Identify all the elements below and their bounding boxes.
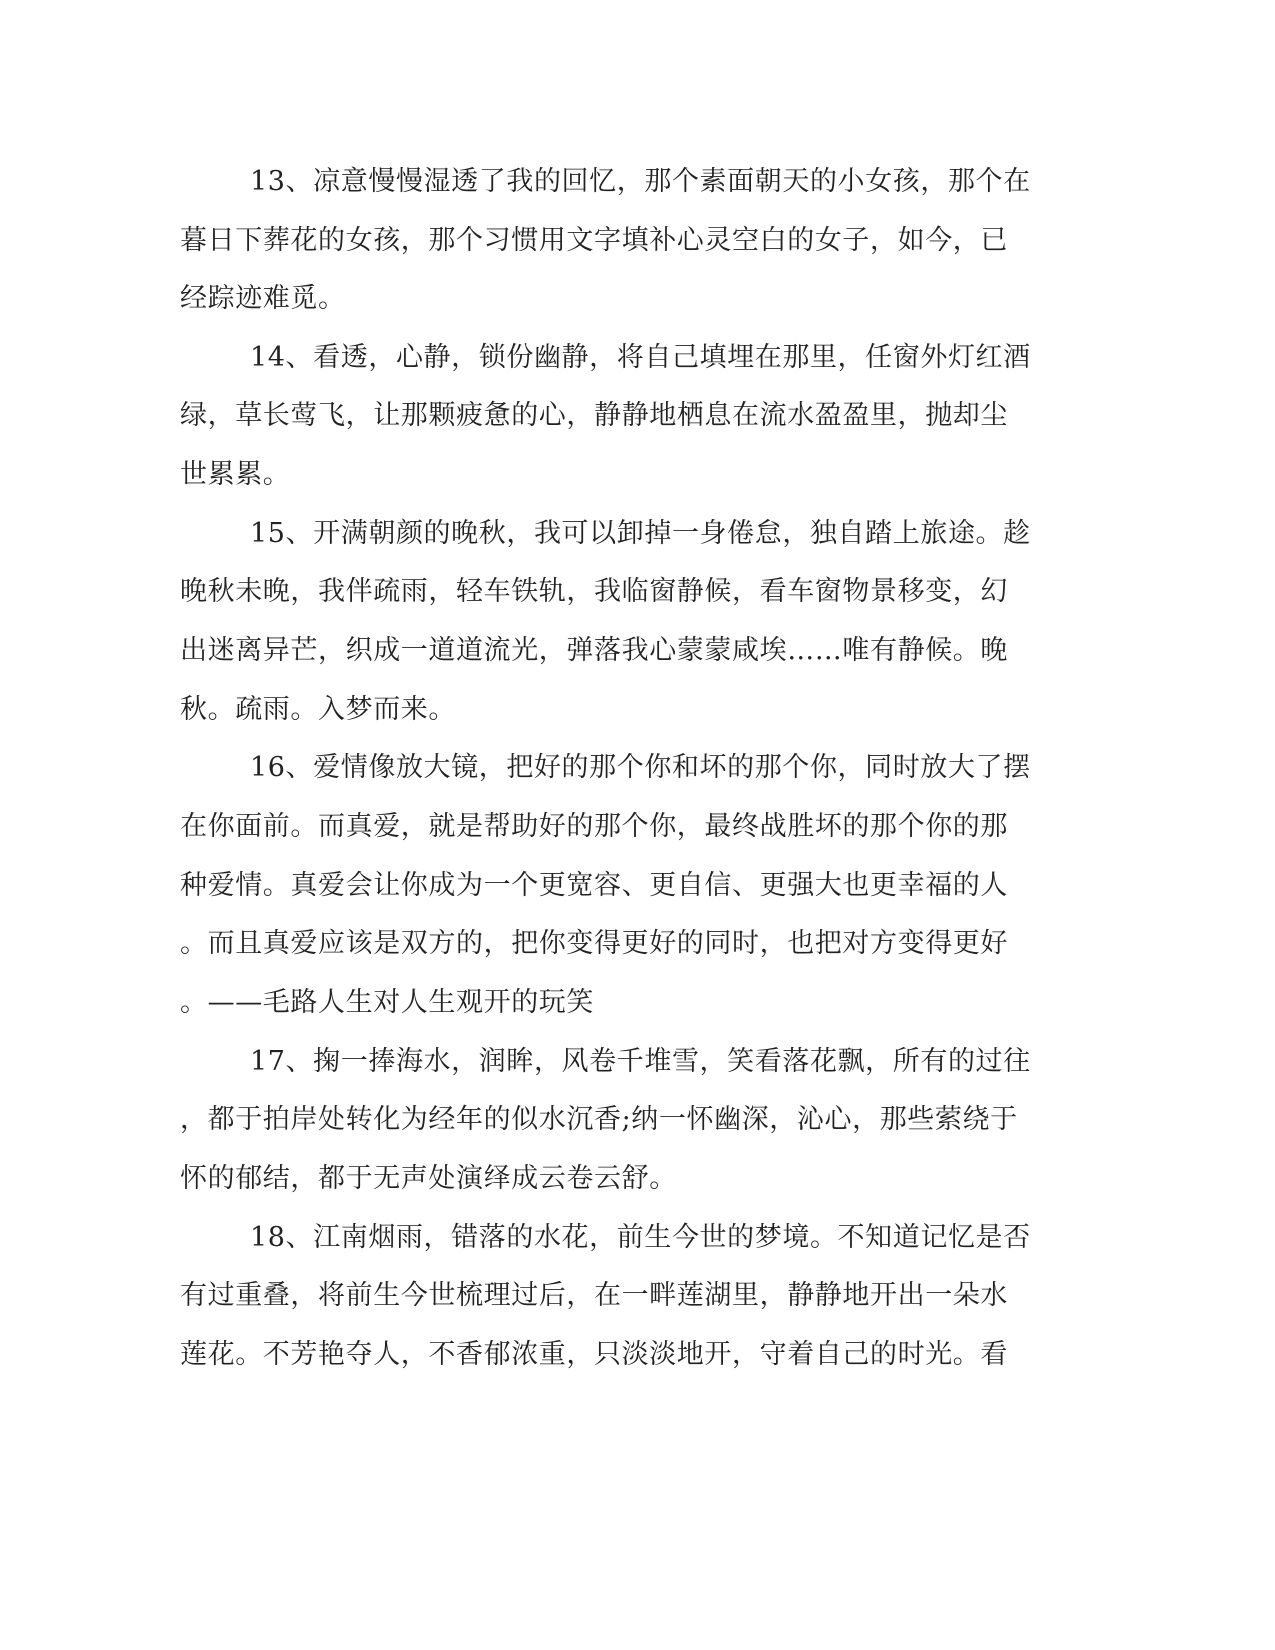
paragraph-17-line-1: 17、掬一捧海水，润眸，风卷千堆雪，笑看落花飘，所有的过往 [250, 1046, 1031, 1077]
paragraph-15-line-3: 出迷离异芒，织成一道道流光，弹落我心蒙蒙咸埃……唯有静候。晚 [180, 635, 1008, 666]
paragraph-15-line-4: 秋。疏雨。入梦而来。 [180, 694, 456, 725]
paragraph-18-line-3: 莲花。不芳艳夺人，不香郁浓重，只淡淡地开，守着自己的时光。看 [180, 1339, 1008, 1370]
paragraph-17-line-2: ，都于拍岸处转化为经年的似水沉香;纳一怀幽深，沁心，那些萦绕于 [180, 1104, 1018, 1135]
paragraph-16-line-1: 16、爱情像放大镜，把好的那个你和坏的那个你，同时放大了摆 [250, 752, 1031, 783]
paragraph-14-line-1: 14、看透，心静，锁份幽静，将自己填埋在那里，任窗外灯红酒 [250, 342, 1031, 373]
paragraph-14-line-3: 世累累。 [180, 459, 291, 490]
paragraph-18-line-1: 18、江南烟雨，错落的水花，前生今世的梦境。不知道记忆是否 [250, 1222, 1031, 1253]
paragraph-18-line-2: 有过重叠，将前生今世梳理过后，在一畔莲湖里，静静地开出一朵水 [180, 1280, 1008, 1311]
paragraph-16-line-2: 在你面前。而真爱，就是帮助好的那个你，最终战胜坏的那个你的那 [180, 811, 1008, 842]
paragraph-16-line-5: 。——毛路人生对人生观开的玩笑 [180, 987, 594, 1018]
paragraph-15-line-1: 15、开满朝颜的晚秋，我可以卸掉一身倦怠，独自踏上旅途。趁 [250, 518, 1031, 549]
paragraph-13-line-2: 暮日下葬花的女孩，那个习惯用文字填补心灵空白的女子，如今，已 [180, 225, 1008, 256]
paragraph-16-line-4: 。而且真爱应该是双方的，把你变得更好的同时，也把对方变得更好 [180, 928, 1008, 959]
paragraph-15-line-2: 晚秋未晚，我伴疏雨，轻车铁轨，我临窗静候，看车窗物景移变，幻 [180, 576, 1008, 607]
paragraph-13-line-1: 13、凉意慢慢湿透了我的回忆，那个素面朝天的小女孩，那个在 [250, 166, 1031, 197]
paragraph-13-line-3: 经踪迹难觅。 [180, 283, 346, 314]
paragraph-16-line-3: 种爱情。真爱会让你成为一个更宽容、更自信、更强大也更幸福的人 [180, 870, 1008, 901]
paragraph-17-line-3: 怀的郁结，都于无声处演绎成云卷云舒。 [180, 1163, 677, 1194]
paragraph-14-line-2: 绿，草长莺飞，让那颗疲惫的心，静静地栖息在流水盈盈里，抛却尘 [180, 400, 1008, 431]
